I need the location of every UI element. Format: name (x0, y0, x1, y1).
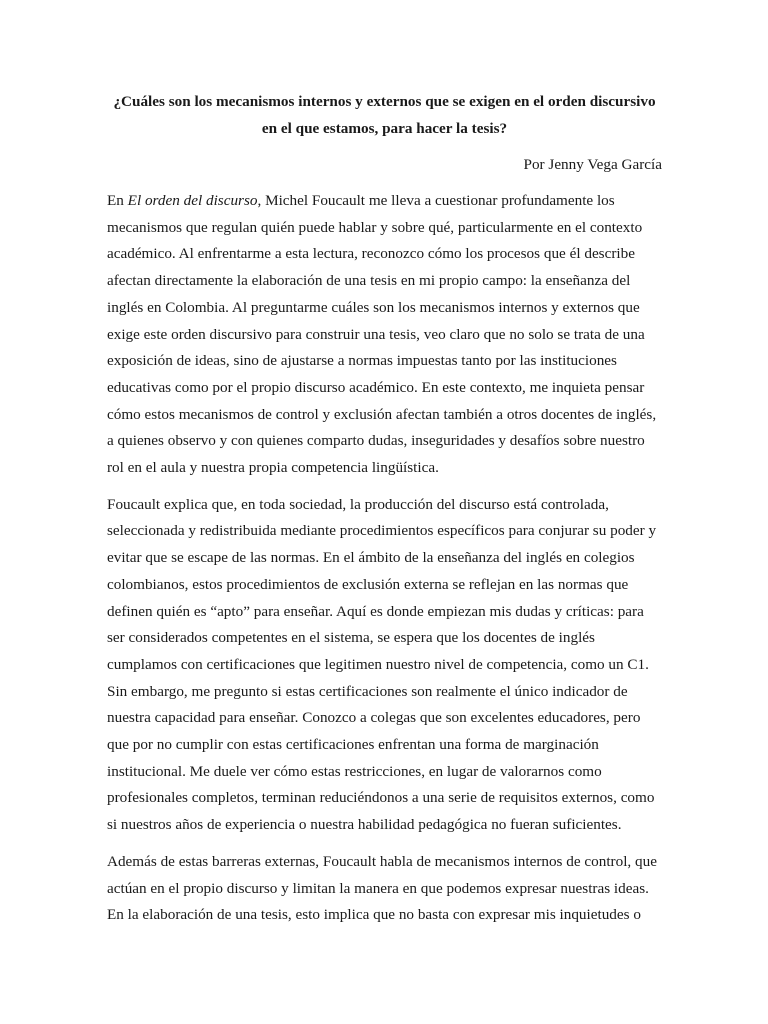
paragraph-3: Además de estas barreras externas, Foucault habla de mecanismos internos de control, que actúan en el propio discurso y limitan la manera en que podemos expresar nuestras ideas. En la elaboración de una tesis, esto implica que no basta con expresar mis inquietudes o (107, 852, 657, 924)
paragraph-1-prefix: En (107, 192, 128, 209)
paragraph-1-text: , Michel Foucault me lleva a cuestionar profundamente los mecanismos que regulan quién puede hablar y sobre qué, particularmente en el contexto académico. Al enfrentarme a esta lectura, reconozco cómo los procesos que él describe afectan directamente la elaboración de una tesis en mi propio campo: la enseñanza del inglés en Colombia. Al preguntarme cuáles son los mecanismos internos y externos que exige este orden discursivo para construir una tesis, veo claro que no solo se trata de una exposición de ideas, sino de ajustarse a normas impuestas tanto por las instituciones educativas como por el propio discurso académico. En este contexto, me inquieta pensar cómo estos mecanismos de control y exclusión afectan también a otros docentes de inglés, a quienes observo y con quienes comparto dudas, inseguridades y desafíos sobre nuestro rol en el aula y nuestra propia competencia lingüística. (107, 192, 657, 477)
document-page (107, 88, 662, 939)
document-title: ¿Cuáles son los mecanismos internos y externos que se exigen en el orden discursivo en el que estamos, para hacer la tesis? (113, 93, 656, 137)
paragraph-2: Foucault explica que, en toda sociedad, la producción del discurso está controlada, seleccionada y redistribuida mediante procedimientos específicos para conjurar su poder y evitar que se escape de las normas. En el ámbito de la enseñanza del inglés en colegios colombianos, estos procedimientos de exclusión externa se reflejan en las normas que definen quién es “apto” para enseñar. Aquí es donde empiezan mis dudas y críticas: para ser considerados competentes en el sistema, se espera que los docentes de inglés cumplamos con certificaciones que legitimen nuestro nivel de competencia, como un C1. Sin embargo, me pregunto si estas certificaciones son realmente el único indicador de nuestra capacidad para enseñar. Conozco a colegas que son excelentes educadores, pero que por no cumplir con estas certificaciones enfrentan una forma de marginación institucional. Me duele ver cómo estas restricciones, en lugar de valorarnos como profesionales completos, terminan reduciéndonos a una serie de requisitos externos, como si nuestros años de experiencia o nuestra habilidad pedagógica no fueran suficientes. (107, 495, 657, 834)
book-title-italic: El orden del discurso (127, 192, 258, 209)
author-line: Por Jenny Vega García (523, 156, 662, 173)
paragraph-1 (107, 188, 662, 482)
